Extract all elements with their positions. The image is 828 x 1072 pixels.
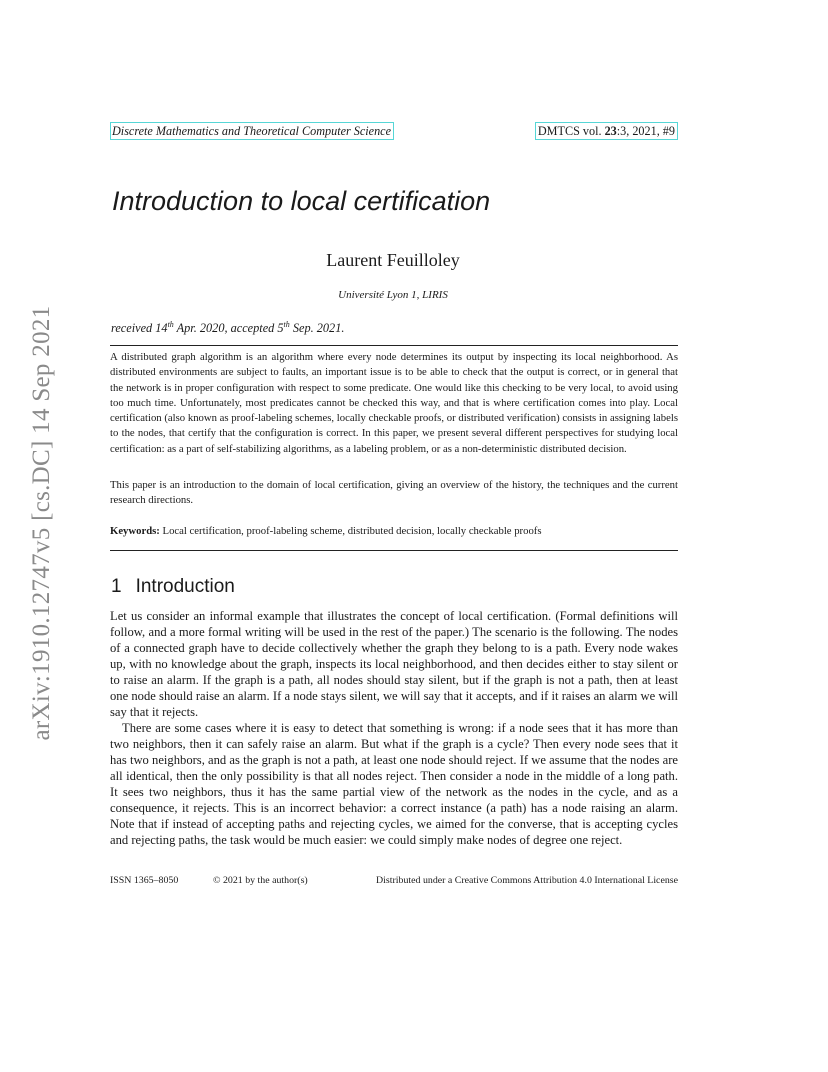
author-affiliation: Université Lyon 1, LIRIS: [338, 289, 448, 301]
issue-volume: 23: [604, 124, 617, 138]
arxiv-sidebar-stamp: [22, 288, 62, 758]
section-title: Introduction: [135, 576, 235, 597]
issue-link[interactable]: [535, 122, 678, 140]
footer-license: Distributed under a Creative Commons Attribution 4.0 International License: [376, 875, 678, 886]
section-number: 1: [111, 576, 122, 597]
body-paragraph-2: There are some cases where it is easy to detect that something is wrong: if a node sees that it has more than two neighbors, then it can safely raise an alarm. But what if the graph is a cycle? Then every node sees that it has two neighbors, and as the graph is not a path, at least one node should reject. If we assume that the nodes are all identical, then the only possibility is that all nodes reject. Then consider a node in the middle of a long path. It sees two neighbors, thus it has the same partial view of the network as the nodes in the cycle, and as a consequence, it rejects. This is an incorrect behavior: a correct instance (a path) has a node raising an alarm. Note that if instead of accepting paths and rejecting cycles, we aimed for the converse, that is accepting cycles and rejecting paths, the task would be much easier: we could simply make nodes of degree one reject.: [110, 721, 678, 847]
abstract-top-rule: [110, 345, 678, 346]
keywords-text: Local certification, proof-labeling scheme, distributed decision, locally checkable proofs: [159, 525, 542, 537]
abstract-paragraph-1: A distributed graph algorithm is an algorithm where every node determines its output by inspecting its local neighborhood. As distributed environments are subject to faults, an important issue is to be able to check that the output is correct, or in general that the network is in proper configuration with respect to some predicate. One would like this checking to be very local, to avoid using too much time. Unfortunately, most predicates cannot be checked this way, and that is where certification comes into play. Local certification (also known as proof-labeling schemes, locally checkable proofs, or distributed verification) consists in assigning labels to the nodes, that certify that the configuration is correct. In this paper, we present several different perspectives for studying local certification: as a part of self-stabilizing algorithms, as a labeling problem, or as a non-deterministic distributed decision.: [110, 351, 678, 455]
arxiv-identifier: arXiv:1910.12747v5 [cs.DC] 14 Sep 2021: [28, 305, 55, 741]
received-sup-1: th: [167, 320, 174, 329]
running-header: [110, 122, 678, 142]
keywords-label: Keywords:: [110, 525, 160, 537]
footer-issn: ISSN 1365–8050: [110, 875, 179, 886]
paper-title: Introduction to local certification: [112, 186, 491, 216]
journal-link[interactable]: Discrete Mathematics and Theoretical Computer Science: [110, 122, 394, 140]
section-heading: [111, 576, 235, 598]
received-sup-2: th: [283, 320, 290, 329]
received-text-1: received 14: [111, 321, 168, 336]
abstract-bottom-rule: [110, 550, 678, 551]
keywords: [110, 524, 678, 539]
received-text-2: Apr. 2020, accepted 5: [173, 321, 284, 336]
page-footer: [110, 875, 678, 889]
author-name: Laurent Feuilloley: [326, 250, 460, 270]
footer-copyright: © 2021 by the author(s): [213, 875, 308, 886]
received-text-3: Sep. 2021.: [289, 321, 345, 336]
issue-prefix: DMTCS vol.: [537, 124, 605, 138]
abstract-paragraph-2: This paper is an introduction to the domain of local certification, giving an overview of the history, the techniques and the current research directions.: [110, 479, 678, 507]
received-dates: [111, 320, 344, 336]
body-paragraph-1: Let us consider an informal example that illustrates the concept of local certification. (Formal definitions will follow, and a more formal writing will be used in the rest of the paper.) The scenario is the following. The nodes of a connected graph have to decide collectively whether the graph they belong to is a path. Every node wakes up, with no knowledge about the graph, inspects its local neighborhood, and then decides either to stay silent or to raise an alarm. If the graph is a path, all nodes should stay silent, but if the graph is not a path, then at least one node should raise an alarm. If a node stays silent, we will say that it accepts, and if it raises an alarm we will say that it rejects.: [110, 609, 678, 719]
issue-suffix: :3, 2021, #9: [616, 124, 675, 138]
